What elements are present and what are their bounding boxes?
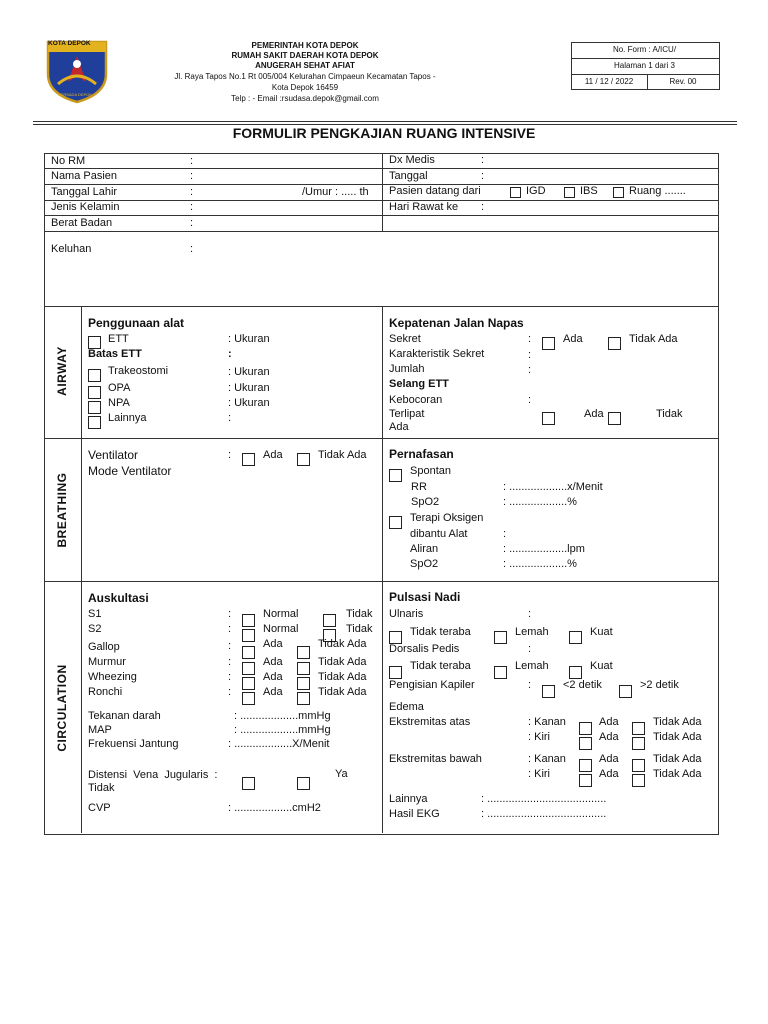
label-umur: /Umur : ..... th bbox=[302, 186, 369, 198]
label-jenis-kelamin: Jenis Kelamin bbox=[51, 201, 120, 213]
checkbox-bawah-kiri-tidak-ada[interactable] bbox=[632, 772, 645, 790]
header-address1: Jl. Raya Tapos No.1 Rt 005/004 Kelurahan Cimpaeun Kecamatan Tapos - bbox=[174, 72, 436, 81]
checkbox-distensi-tidak[interactable] bbox=[297, 775, 310, 793]
auskultasi-title: Auskultasi bbox=[88, 591, 149, 605]
checkbox-ulnaris-kuat[interactable] bbox=[569, 629, 582, 647]
aliran-value[interactable]: : ...................lpm bbox=[503, 543, 585, 555]
label-mode-ventilator: Mode Ventilator bbox=[88, 464, 172, 478]
breathing-title: Pernafasan bbox=[389, 447, 454, 461]
checkbox-igd[interactable] bbox=[510, 186, 521, 198]
checkbox-ronchi-tidak-ada[interactable] bbox=[297, 690, 310, 708]
header-contact: Telp : - Email :rsudasa.depok@gmail.com bbox=[231, 94, 379, 103]
label-dx-medis: Dx Medis bbox=[389, 154, 435, 166]
form-page: Halaman 1 dari 3 bbox=[614, 61, 675, 70]
airway-patency-title: Kepatenan Jalan Napas bbox=[389, 316, 524, 330]
checkbox-kapiler-lt2[interactable] bbox=[542, 683, 555, 701]
checkbox-terapi-oksigen[interactable] bbox=[389, 514, 402, 532]
label-berat-badan: Berat Badan bbox=[51, 217, 113, 229]
checkbox-trakeostomi[interactable] bbox=[88, 367, 101, 385]
section-circulation: CIRCULATION bbox=[55, 664, 69, 752]
checkbox-ulnaris-lemah[interactable] bbox=[494, 629, 507, 647]
header-line3: ANUGERAH SEHAT AFIAT bbox=[255, 61, 355, 70]
label-ventilator: Ventilator bbox=[88, 448, 139, 462]
logo-motto: PERSADA DEPOK bbox=[58, 92, 93, 97]
checkbox-kapiler-gt2[interactable] bbox=[619, 683, 632, 701]
checkbox-atas-kiri-tidak-ada[interactable] bbox=[632, 735, 645, 753]
label-pasien-datang: Pasien datang dari bbox=[389, 185, 481, 197]
checkbox-sekret-tidak-ada[interactable] bbox=[608, 335, 621, 353]
label-nama-pasien: Nama Pasien bbox=[51, 170, 118, 182]
label-selang-ett: Selang ETT bbox=[389, 378, 449, 390]
airway-tools-title: Penggunaan alat bbox=[88, 316, 185, 330]
header-address2: Kota Depok 16459 bbox=[271, 83, 339, 92]
section-breathing: BREATHING bbox=[55, 472, 69, 548]
checkbox-ventilator-ada[interactable] bbox=[242, 451, 255, 469]
fj-value[interactable]: : ...................X/Menit bbox=[228, 738, 330, 750]
checkbox-distensi-ya[interactable] bbox=[242, 775, 255, 793]
spo2-value[interactable]: : ...................% bbox=[503, 496, 577, 508]
label-keluhan: Keluhan bbox=[51, 243, 92, 255]
checkbox-ruang[interactable] bbox=[613, 186, 624, 198]
checkbox-dorsalis-lemah[interactable] bbox=[494, 664, 507, 682]
hasil-ekg-value[interactable]: : ....................................... bbox=[481, 808, 607, 820]
checkbox-sekret-ada[interactable] bbox=[542, 335, 555, 353]
td-value[interactable]: : ...................mmHg bbox=[234, 710, 331, 722]
spo2b-value[interactable]: : ...................% bbox=[503, 558, 577, 570]
checkbox-ventilator-tidak-ada[interactable] bbox=[297, 451, 310, 469]
label-no-rm: No RM bbox=[51, 155, 86, 167]
label-tanggal: Tanggal bbox=[389, 170, 428, 182]
checkbox-ibs[interactable] bbox=[564, 186, 575, 198]
checkbox-bawah-kiri-ada[interactable] bbox=[579, 772, 592, 790]
form-date: 11 / 12 / 2022 bbox=[584, 77, 634, 86]
map-value[interactable]: : ...................mmHg bbox=[234, 724, 331, 736]
checkbox-lainnya[interactable] bbox=[88, 414, 101, 432]
checkbox-s2-normal[interactable] bbox=[242, 627, 255, 645]
header-line1: PEMERINTAH KOTA DEPOK bbox=[251, 41, 359, 50]
header-rule bbox=[33, 121, 737, 122]
pulsasi-title: Pulsasi Nadi bbox=[389, 590, 461, 604]
checkbox-spontan[interactable] bbox=[389, 467, 402, 485]
header-line2: RUMAH SAKIT DAERAH KOTA DEPOK bbox=[231, 51, 379, 60]
checkbox-terlipat-ada[interactable] bbox=[542, 410, 555, 428]
rr-value[interactable]: : ...................x/Menit bbox=[503, 481, 603, 493]
checkbox-ronchi-ada[interactable] bbox=[242, 690, 255, 708]
label-batas-ett: Batas ETT bbox=[88, 348, 142, 360]
lainnya-value[interactable]: : ....................................... bbox=[481, 793, 607, 805]
form-rev: Rev. 00 bbox=[669, 77, 697, 86]
label-hari-rawat: Hari Rawat ke bbox=[389, 201, 459, 213]
checkbox-atas-kiri-ada[interactable] bbox=[579, 735, 592, 753]
cvp-value[interactable]: : ...................cmH2 bbox=[228, 802, 321, 814]
form-number: No. Form : A/ICU/ bbox=[612, 45, 677, 54]
label-tanggal-lahir: Tanggal Lahir bbox=[51, 186, 118, 198]
page-title: FORMULIR PENGKAJIAN RUANG INTENSIVE bbox=[232, 125, 536, 141]
logo-text: KOTA DEPOK bbox=[48, 40, 91, 47]
checkbox-terlipat-tidak[interactable] bbox=[608, 410, 621, 428]
section-airway: AIRWAY bbox=[55, 346, 69, 396]
